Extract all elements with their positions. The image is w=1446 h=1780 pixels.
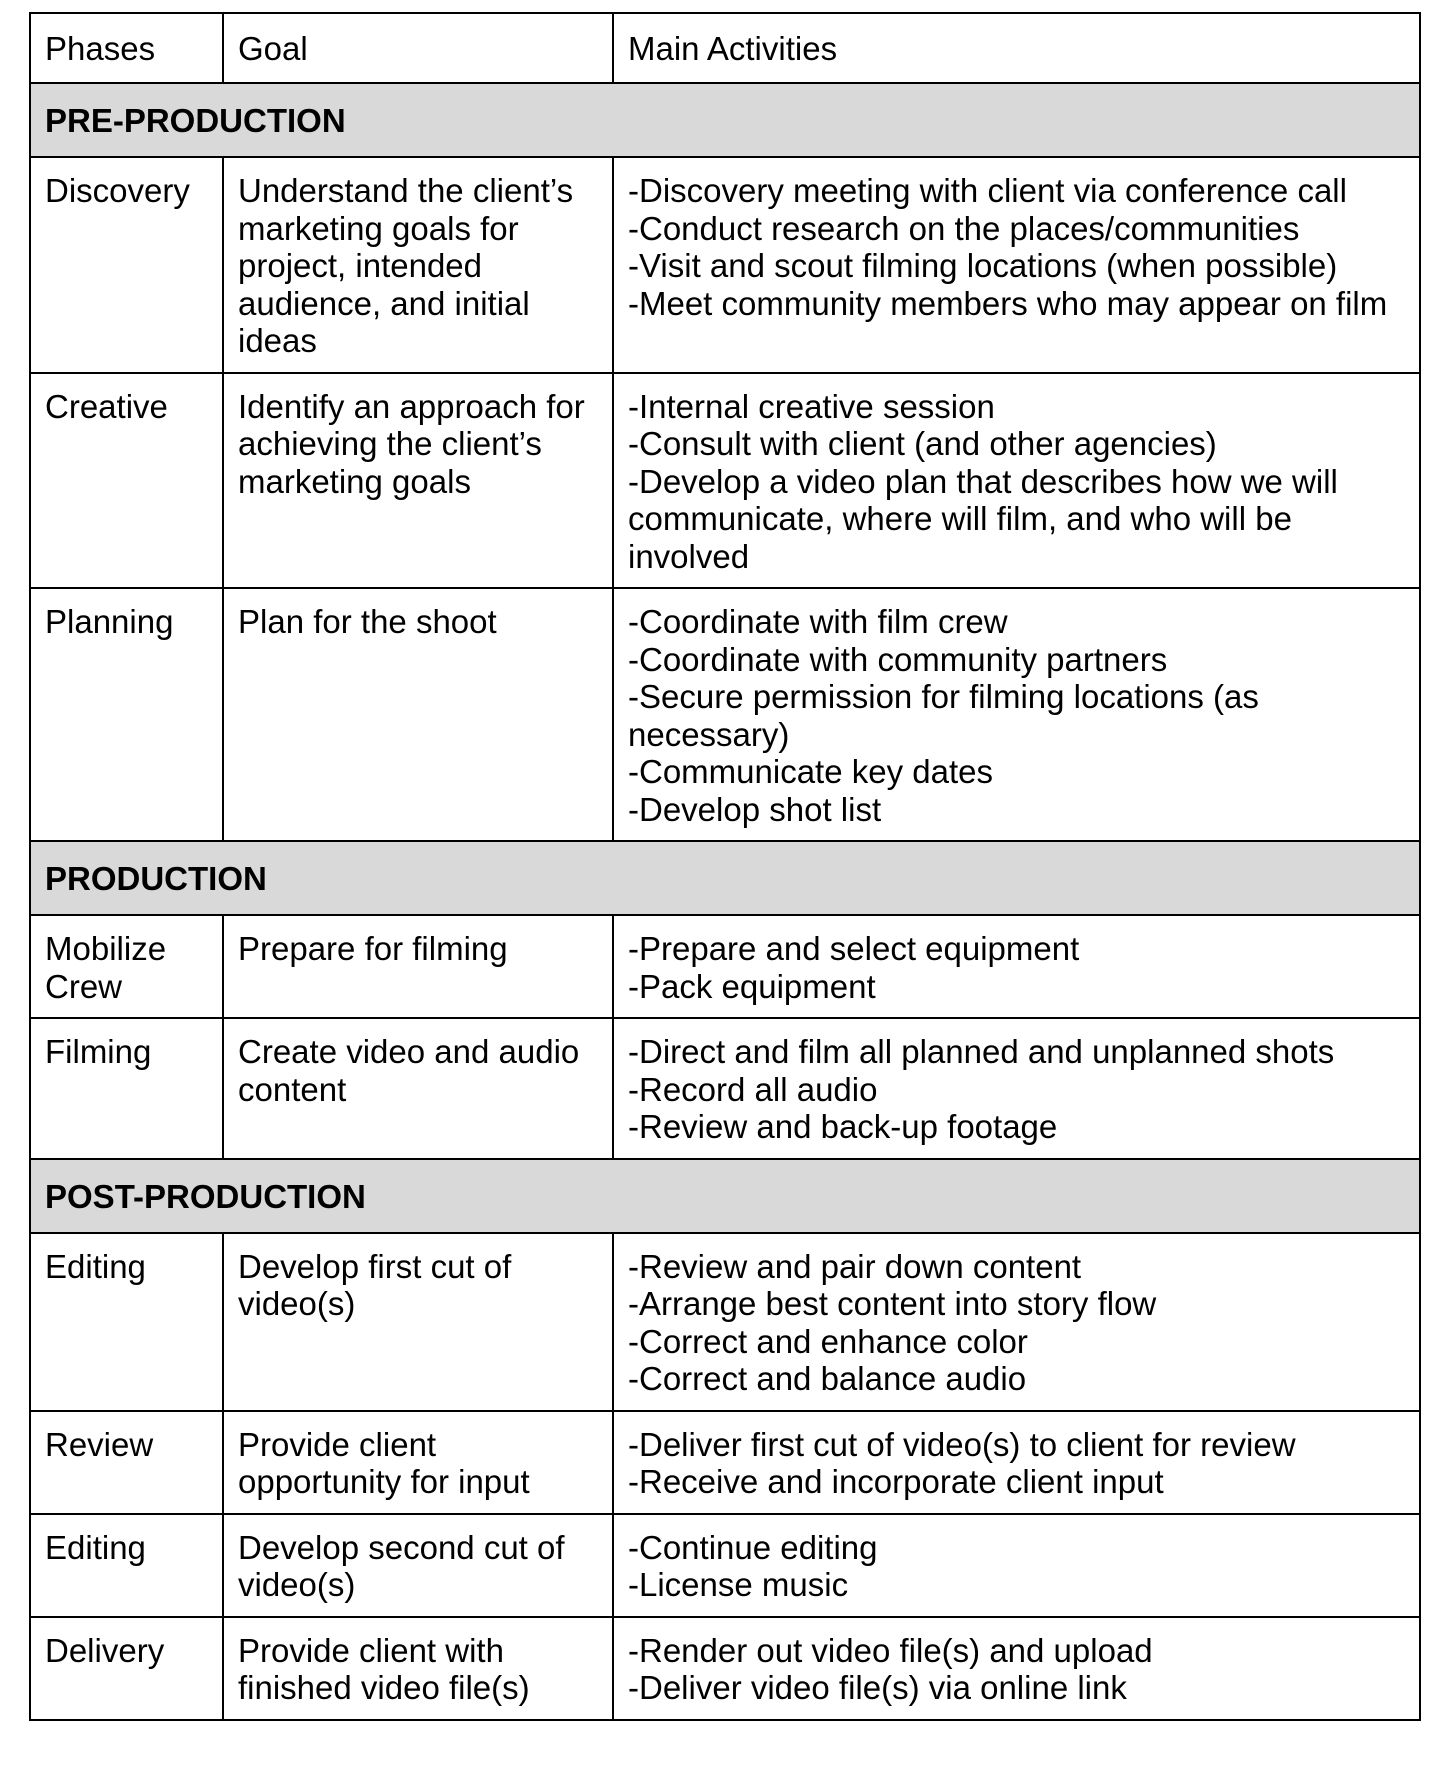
activity-item: -Record all audio [628,1070,878,1108]
activity-item: -Internal creative session [628,387,995,425]
production-phases-table [29,12,1421,1721]
phase-cell: Delivery [30,1617,223,1720]
activities-cell [613,157,1420,373]
section-title: PRODUCTION [30,841,1420,915]
table-row [30,157,1420,373]
activities-cell [613,1514,1420,1617]
table-row [30,588,1420,841]
activity-item: -Discovery meeting with client via conference call [628,172,1347,209]
activities-cell [613,1233,1420,1411]
header-main-activities: Main Activities [613,13,1420,83]
phase-cell: Review [30,1411,223,1514]
activities-cell [613,1018,1420,1159]
activity-item: -Secure permission for filming locations (as necessary) [628,678,1259,753]
goal-cell: Identify an approach for achieving the client’s marketing goals [223,373,613,589]
section-title: POST-PRODUCTION [30,1159,1420,1233]
header-row [30,13,1420,83]
activity-item: -Render out video file(s) and upload [628,1631,1153,1669]
activity-item: -Develop a video plan that describes how we will communicate, where will film, and who will be involved [628,462,1338,575]
goal-cell: Understand the client’s marketing goals for project, intended audience, and initial ideas [223,157,613,373]
phase-cell: Editing [30,1233,223,1411]
table-row [30,373,1420,589]
header-phases: Phases [30,13,223,83]
table-row [30,1514,1420,1617]
phase-cell: Editing [30,1514,223,1617]
activity-item: -Receive and incorporate client input [628,1463,1164,1500]
activity-item: -Deliver video file(s) via online link [628,1669,1127,1706]
goal-cell: Provide client opportunity for input [223,1411,613,1514]
activity-item: -Develop shot list [628,790,882,828]
goal-cell: Develop first cut of video(s) [223,1233,613,1411]
activity-item: -Visit and scout filming locations (when possible) [628,247,1338,284]
goal-cell: Provide client with finished video file(s) [223,1617,613,1720]
activity-item: -Pack equipment [628,967,876,1005]
phase-cell: Filming [30,1018,223,1159]
activity-item: -Correct and enhance color [628,1322,1028,1360]
activity-item: -Review and pair down content [628,1247,1082,1285]
activities-cell [613,588,1420,841]
activity-item: -Consult with client (and other agencies) [628,425,1217,462]
table-row [30,1411,1420,1514]
activity-item: -Continue editing [628,1528,878,1566]
goal-cell: Develop second cut of video(s) [223,1514,613,1617]
activity-item: -Prepare and select equipment [628,930,1080,967]
activities-cell [613,915,1420,1018]
activity-item: -Communicate key dates [628,753,993,790]
goal-cell: Prepare for filming [223,915,613,1018]
phase-cell: Planning [30,588,223,841]
section-row [30,83,1420,157]
phase-cell: Discovery [30,157,223,373]
section-row [30,1159,1420,1233]
section-row [30,841,1420,915]
activity-item: -Coordinate with community partners [628,640,1168,678]
activity-item: -Correct and balance audio [628,1360,1027,1397]
activity-item: -Direct and film all planned and unplanned shots [628,1033,1335,1070]
table-row [30,1233,1420,1411]
header-goal: Goal [223,13,613,83]
phase-cell: Mobilize Crew [30,915,223,1018]
phase-cell: Creative [30,373,223,589]
goal-cell: Plan for the shoot [223,588,613,841]
activity-item: -Conduct research on the places/communities [628,209,1300,247]
table-row [30,915,1420,1018]
activity-item: -Meet community members who may appear on film [628,284,1388,322]
table-row [30,1018,1420,1159]
activities-cell [613,373,1420,589]
activity-item: -License music [628,1566,849,1603]
activity-item: -Coordinate with film crew [628,603,1008,640]
activities-cell [613,1411,1420,1514]
table-body [30,13,1420,1720]
table-row [30,1617,1420,1720]
activities-cell [613,1617,1420,1720]
goal-cell: Create video and audio content [223,1018,613,1159]
activity-item: -Review and back-up footage [628,1108,1058,1145]
activity-item: -Deliver first cut of video(s) to client for review [628,1425,1296,1463]
section-title: PRE-PRODUCTION [30,83,1420,157]
activity-item: -Arrange best content into story flow [628,1285,1157,1322]
